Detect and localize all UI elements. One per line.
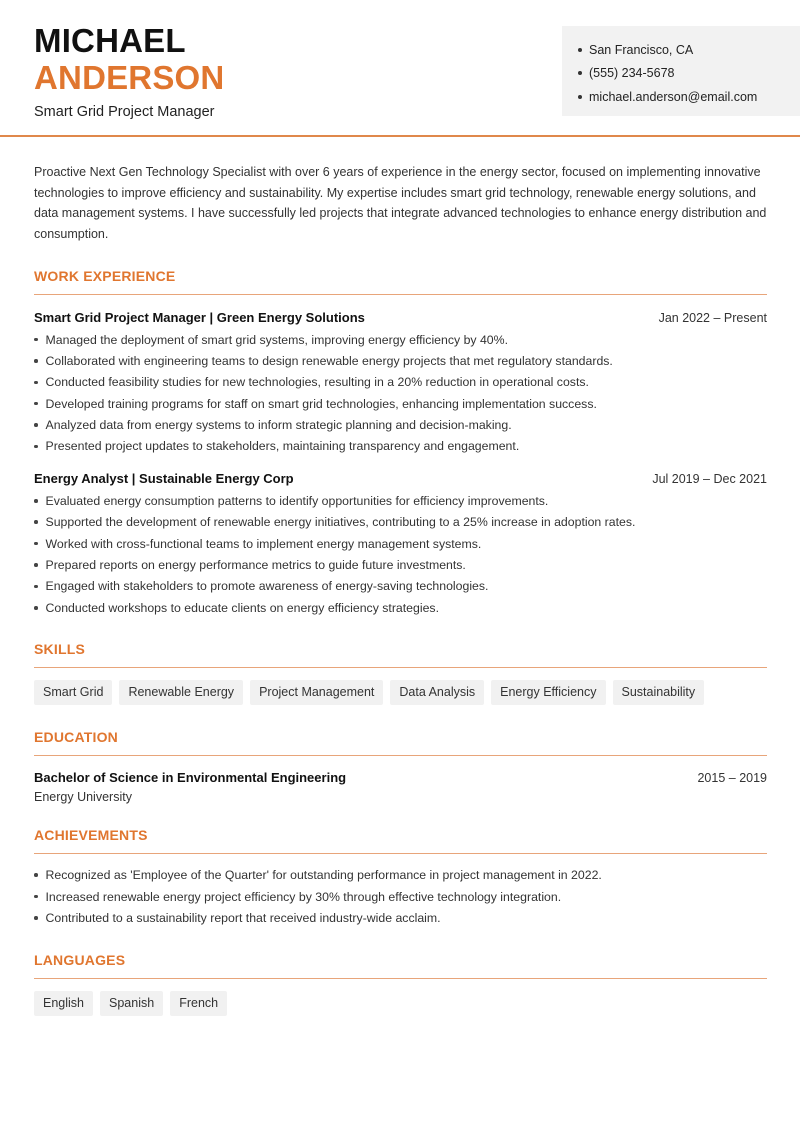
bullet-icon	[34, 873, 38, 877]
list-item	[34, 329, 767, 350]
list-item-text: Increased renewable energy project efficiency by 30% through effective technology integration.	[45, 889, 562, 904]
list-item-text: Conducted feasibility studies for new technologies, resulting in a 20% reduction in operational costs.	[45, 375, 589, 390]
job-entry	[34, 310, 767, 457]
skill-tag: Data Analysis	[390, 680, 484, 705]
bullet-icon	[34, 499, 38, 503]
bullet-icon	[34, 402, 38, 406]
skill-tag: Sustainability	[613, 680, 705, 705]
first-name: MICHAEL	[34, 22, 186, 59]
list-item	[34, 865, 767, 886]
skill-tag: Smart Grid	[34, 680, 112, 705]
list-item-text: Collaborated with engineering teams to design renewable energy projects that met regulatory standards.	[45, 353, 613, 368]
resume-header	[0, 0, 800, 137]
education-section	[34, 729, 767, 804]
list-item	[34, 393, 767, 414]
language-tag: French	[170, 991, 227, 1016]
list-item	[34, 350, 767, 371]
resume-content	[34, 162, 767, 1016]
list-item	[34, 907, 767, 928]
list-item	[34, 576, 767, 597]
bullet-icon	[34, 606, 38, 610]
job-date: Jan 2022 – Present	[658, 310, 767, 325]
last-name: ANDERSON	[34, 59, 225, 96]
list-item-text: Conducted workshops to educate clients on energy efficiency strategies.	[45, 600, 440, 615]
section-title-languages: LANGUAGES	[34, 952, 767, 979]
skill-tag: Energy Efficiency	[491, 680, 605, 705]
section-title-skills: SKILLS	[34, 641, 767, 668]
professional-summary: Proactive Next Gen Technology Specialist with over 6 years of experience in the energy sector, focused on implementing innovative technologies to improve efficiency and sustainability. My expertise includes smart grid technology, renewable energy solutions, and data management systems. I have successfully led projects that integrate advanced technologies to enhance energy distribution and consumption.	[34, 165, 767, 242]
achievements-list	[34, 865, 767, 929]
job-bullets	[34, 490, 767, 618]
bullet-icon	[34, 359, 38, 363]
degree-title: Bachelor of Science in Environmental Engineering	[34, 769, 347, 785]
contact-location-text: San Francisco, CA	[589, 42, 694, 57]
contact-email[interactable]	[578, 85, 800, 109]
list-item	[34, 597, 767, 618]
language-tag: Spanish	[100, 991, 163, 1016]
languages-section	[34, 952, 767, 1016]
bullet-icon	[34, 895, 38, 899]
job-title: Energy Analyst | Sustainable Energy Corp	[34, 471, 294, 487]
school-name: Energy University	[34, 789, 132, 804]
languages-tags	[34, 991, 767, 1016]
bullet-icon	[34, 585, 38, 589]
list-item	[34, 512, 767, 533]
bullet-icon	[578, 95, 582, 99]
bullet-icon	[578, 48, 582, 52]
bullet-icon	[34, 338, 38, 342]
contact-email-text[interactable]: michael.anderson@email.com	[589, 89, 758, 104]
list-item-text: Contributed to a sustainability report that received industry-wide acclaim.	[45, 910, 441, 925]
list-item	[34, 533, 767, 554]
bullet-icon	[34, 542, 38, 546]
job-bullets	[34, 329, 767, 457]
list-item	[34, 436, 767, 457]
bullet-icon	[34, 423, 38, 427]
list-item	[34, 414, 767, 435]
achievements-section	[34, 827, 767, 929]
section-title-education: EDUCATION	[34, 729, 767, 756]
work-experience-section	[34, 268, 767, 619]
job-date: Jul 2019 – Dec 2021	[652, 472, 767, 487]
list-item-text: Engaged with stakeholders to promote awareness of energy-saving technologies.	[45, 579, 489, 594]
list-item-text: Evaluated energy consumption patterns to identify opportunities for efficiency improvements.	[45, 493, 549, 508]
list-item-text: Worked with cross-functional teams to implement energy management systems.	[45, 536, 482, 551]
list-item-text: Presented project updates to stakeholders, maintaining transparency and engagement.	[45, 439, 520, 454]
contact-phone-text: (555) 234-5678	[589, 66, 675, 81]
education-date: 2015 – 2019	[697, 770, 767, 785]
job-title: Smart Grid Project Manager | Green Energy Solutions	[34, 309, 365, 325]
list-item	[34, 554, 767, 575]
skill-tag: Project Management	[250, 680, 383, 705]
list-item	[34, 886, 767, 907]
list-item-text: Recognized as 'Employee of the Quarter' for outstanding performance in project management in 2022.	[45, 868, 602, 883]
bullet-icon	[578, 71, 582, 75]
name-block	[34, 22, 224, 120]
education-entry	[34, 770, 767, 804]
job-role: Smart Grid Project Manager	[34, 104, 215, 120]
list-item	[34, 372, 767, 393]
bullet-icon	[34, 916, 38, 920]
list-item-text: Analyzed data from energy systems to inform strategic planning and decision-making.	[45, 418, 512, 433]
skill-tag: Renewable Energy	[119, 680, 243, 705]
bullet-icon	[34, 445, 38, 449]
bullet-icon	[34, 381, 38, 385]
job-entry	[34, 471, 767, 618]
list-item	[34, 490, 767, 511]
list-item-text: Supported the development of renewable energy initiatives, contributing to a 25% increase in adoption rates.	[45, 515, 636, 530]
list-item-text: Managed the deployment of smart grid systems, improving energy efficiency by 40%.	[45, 332, 508, 347]
skills-tags	[34, 680, 767, 705]
skills-section	[34, 641, 767, 705]
section-title-work: WORK EXPERIENCE	[34, 268, 767, 295]
list-item-text: Developed training programs for staff on smart grid technologies, enhancing implementation success.	[45, 396, 597, 411]
contact-location	[578, 38, 800, 62]
bullet-icon	[34, 520, 38, 524]
section-title-achievements: ACHIEVEMENTS	[34, 827, 767, 854]
contact-phone	[578, 62, 800, 86]
bullet-icon	[34, 563, 38, 567]
contact-box	[562, 26, 800, 116]
list-item-text: Prepared reports on energy performance metrics to guide future investments.	[45, 558, 466, 573]
language-tag: English	[34, 991, 93, 1016]
